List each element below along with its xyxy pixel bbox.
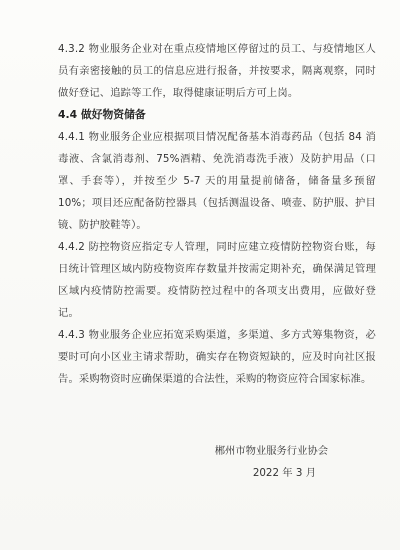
paragraph-4-4-2: 4.4.2 防控物资应指定专人管理，同时应建立疫情防控物资台账，每日统计管理区域内防疫物资库存数量并按需定期补充，确保满足管理区域内疫情防控需要。疫情防控过程中的各项支出费用，应做好登记。 bbox=[58, 241, 376, 319]
paragraph-4-4-1: 4.4.1 物业服务企业应根据项目情况配备基本消毒药品（包括 84 消毒液、含氯消毒剂、75%酒精、免洗消毒洗手液）及防护用品（口罩、手套等），并按至少 5-7 天的用量提前储备，储备量多预留 10%；项目还应配备防控器具（包括测温设备、喷壶、防护服、护目镜、防护胶鞋等）。 bbox=[58, 131, 376, 231]
signature-date: 2022 年 3 月 bbox=[252, 467, 316, 479]
document-body bbox=[58, 38, 376, 390]
paragraph-4-4-3: 4.4.3 物业服务企业应拓宽采购渠道，多渠道、多方式筹集物资，必要时可向小区业主请求帮助，确实存在物资短缺的，应及时向社区报告。采购物资时应确保渠道的合法性，采购的物资应符合国家标准。 bbox=[58, 329, 376, 385]
signature-block bbox=[215, 440, 328, 484]
paragraph-4-3-2: 4.3.2 物业服务企业对在重点疫情地区停留过的员工、与疫情地区人员有亲密接触的员工的信息应进行报备，并按要求，隔离观察，同时做好登记、追踪等工作，取得健康证明后方可上岗。 bbox=[58, 43, 376, 99]
section-heading-4-4: 4.4 做好物资储备 bbox=[58, 108, 146, 121]
signature-organization: 郴州市物业服务行业协会 bbox=[214, 445, 328, 457]
